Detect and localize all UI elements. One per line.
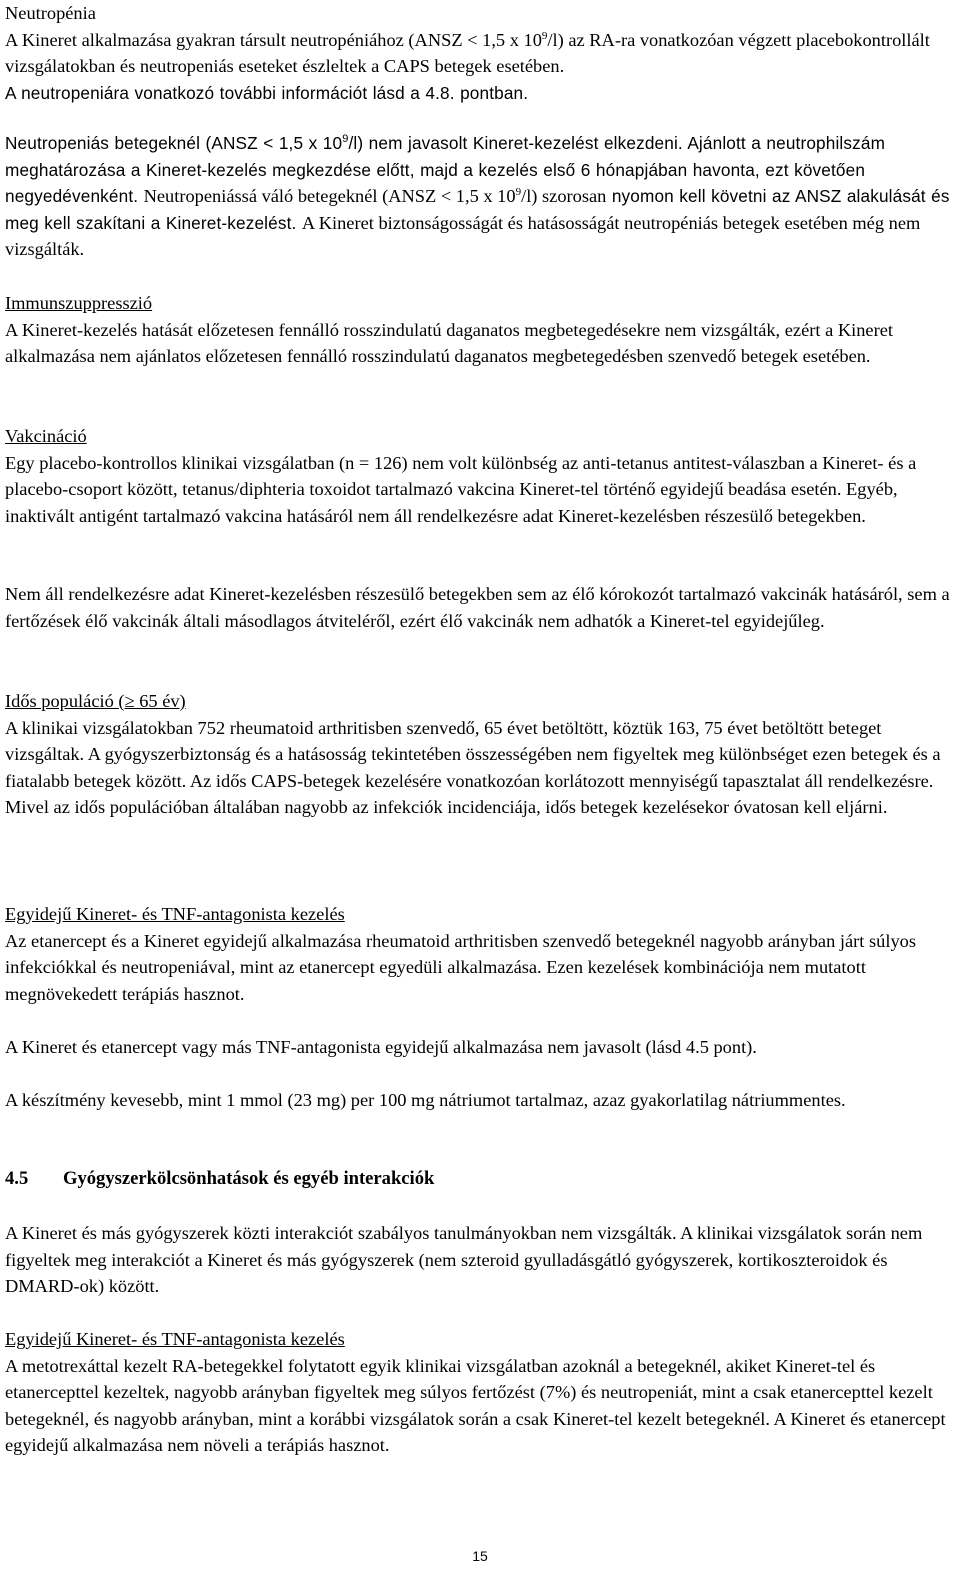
- section-neutropenia: [5, 0, 957, 106]
- tnf-2-paragraph: A metotrexáttal kezelt RA-betegekkel folytatott egyik klinikai vizsgálatban azoknál a betegeknél, akiket Kineret-tel és etanercepttel kezeltek, nagyobb arányban figyeltek meg súlyos fertőzést (7%) és neutropeniát, mint a csak etanercepttel kezelt betegeknél, és nagyobb arányban, mint a korábbi vizsgálatok során a csak Kineret-tel kezelt betegeknél. A Kineret és etanercept egyidejű alkalmazása nem növeli a terápiás hasznot.: [5, 1355, 946, 1455]
- section-vaccination: [5, 423, 957, 529]
- elderly-paragraph: A klinikai vizsgálatokban 752 rheumatoid arthritisben szenvedő, 65 évet betöltött, köztük 163, 75 évet betöltött beteget vizsgáltak. A gyógyszerbiztonság és a hatásosság tekintetében összességében nem figyeltek meg különbséget ezen betegek és a fiatalabb betegek között. Az idős CAPS-betegek kezelésére vonatkozóan korlátozott mennyiségű tapasztalat áll rendelkezésre. Mivel az idős populációban általában nagyobb az infekciók incidenciája, idős betegek kezelésekor óvatosan kell eljárni.: [5, 717, 941, 817]
- section-immunosuppression: [5, 290, 957, 370]
- neutropenia-paragraph-2: Neutropeniás betegeknél (ANSZ < 1,5 x $10^9/l$) nem javasolt Kineret-kezelést elkezdeni. Ajánlott a neutrophilszám meghatározása a Kineret-kezelés megkezdése előtt, majd a kezelés első 6 hónapjában havonta, ezt követően negyedévenként. Neutropeniássá váló betegeknél (ANSZ < 1,5 x $10^9/l$) szorosan nyomon kell követni az ANSZ alakulását és meg kell szakítani a Kineret-kezelést. A Kineret biztonságosságát és hatásosságát neutropéniás betegek esetében még nem vizsgálták.: [5, 133, 950, 259]
- section-title-interactions: Gyógyszerkölcsönhatások és egyéb interakciók: [63, 1168, 435, 1189]
- section-interactions-heading: [5, 1166, 957, 1193]
- section-title-elderly: Idős populáció (≥ 65 év): [5, 691, 186, 711]
- tnf-1-paragraph-3: A készítmény kevesebb, mint 1 mmol (23 mg) per 100 mg nátriumot tartalmaz, azaz gyakorlatilag nátriummentes.: [5, 1090, 846, 1110]
- interactions-paragraph-wrap: [5, 1220, 957, 1300]
- tnf-1-paragraph-2: A Kineret és etanercept vagy más TNF-antagonista egyidejű alkalmazása nem javasolt (lásd 4.5 pont).: [5, 1037, 757, 1057]
- tnf-1-paragraph-2-wrap: [5, 1034, 957, 1061]
- tnf-1-paragraph-3-wrap: [5, 1087, 957, 1114]
- vaccination-paragraph-1: Egy placebo-kontrollos klinikai vizsgálatban (n = 126) nem volt különbség az anti-tetanus antitest-válaszban a Kineret- és a placebo-csoport között, tetanus/diphteria toxoidot tartalmazó vakcina Kineret-tel történő egyidejű beadása esetén. Egyéb, inaktivált antigént tartalmazó vakcina hatásáról nem áll rendelkezésre adat Kineret-kezelésben részesülő betegekben.: [5, 452, 917, 526]
- section-title-immunosuppression: Immunszuppresszió: [5, 293, 153, 313]
- immunosuppression-paragraph: A Kineret-kezelés hatását előzetesen fennálló rosszindulatú daganatos megbetegedésekre nem vizsgálták, ezért a Kineret alkalmazása nem ajánlatos előzetesen fennálló rosszindulatú daganatos megbetegedésben szenvedő betegek esetében.: [5, 319, 893, 366]
- section-number: 4.5: [5, 1168, 29, 1189]
- vaccination-paragraph-2-wrap: [5, 581, 957, 634]
- interactions-paragraph: A Kineret és más gyógyszerek közti interakciót szabályos tanulmányokban nem vizsgálták. A klinikai vizsgálatok során nem figyeltek meg interakciót a Kineret és más gyógyszerek (nem szteroid gyulladásgátló gyógyszerek, kortikoszteroidok és DMARD-ok) között.: [5, 1223, 923, 1296]
- section-elderly: [5, 688, 957, 821]
- section-tnf-2: [5, 1326, 957, 1459]
- neutropenia-paragraph-1: A Kineret alkalmazása gyakran társult neutropéniához (ANSZ < 1,5 x $10^9/l$) az RA-ra vonatkozóan végzett placebokontrollált vizsgálatokban és neutropeniás eseteket észleltek a CAPS betegek esetében.: [5, 29, 930, 76]
- page-number: 15: [472, 1548, 488, 1564]
- section-tnf-1: [5, 901, 957, 1007]
- neutropenia-paragraph-1-cont: A neutropeniára vonatkozó további információt lásd a 4.8. pontban.: [5, 82, 529, 103]
- tnf-1-paragraph-1: Az etanercept és a Kineret egyidejű alkalmazása rheumatoid arthritisben szenvedő betegeknél nagyobb arányban járt súlyos infekciókkal és neutropeniával, mint az etanercept egyedüli alkalmazása. Ezen kezelések kombinációja nem mutatott megnövekedett terápiás hasznot.: [5, 930, 916, 1004]
- vaccination-paragraph-2: Nem áll rendelkezésre adat Kineret-kezelésben részesülő betegekben sem az élő kórokozót tartalmazó vakcinák hatásáról, sem a fertőzések élő vakcinák általi másodlagos átviteléről, ezért élő vakcinák nem adhatók a Kineret-tel egyidejűleg.: [5, 584, 950, 631]
- section-title-vaccination: Vakcináció: [5, 426, 87, 446]
- section-title-neutropenia: Neutropénia: [5, 3, 96, 23]
- section-title-tnf-2: Egyidejű Kineret- és TNF-antagonista kezelés: [5, 1329, 345, 1349]
- section-title-tnf-1: Egyidejű Kineret- és TNF-antagonista kezelés: [5, 904, 345, 924]
